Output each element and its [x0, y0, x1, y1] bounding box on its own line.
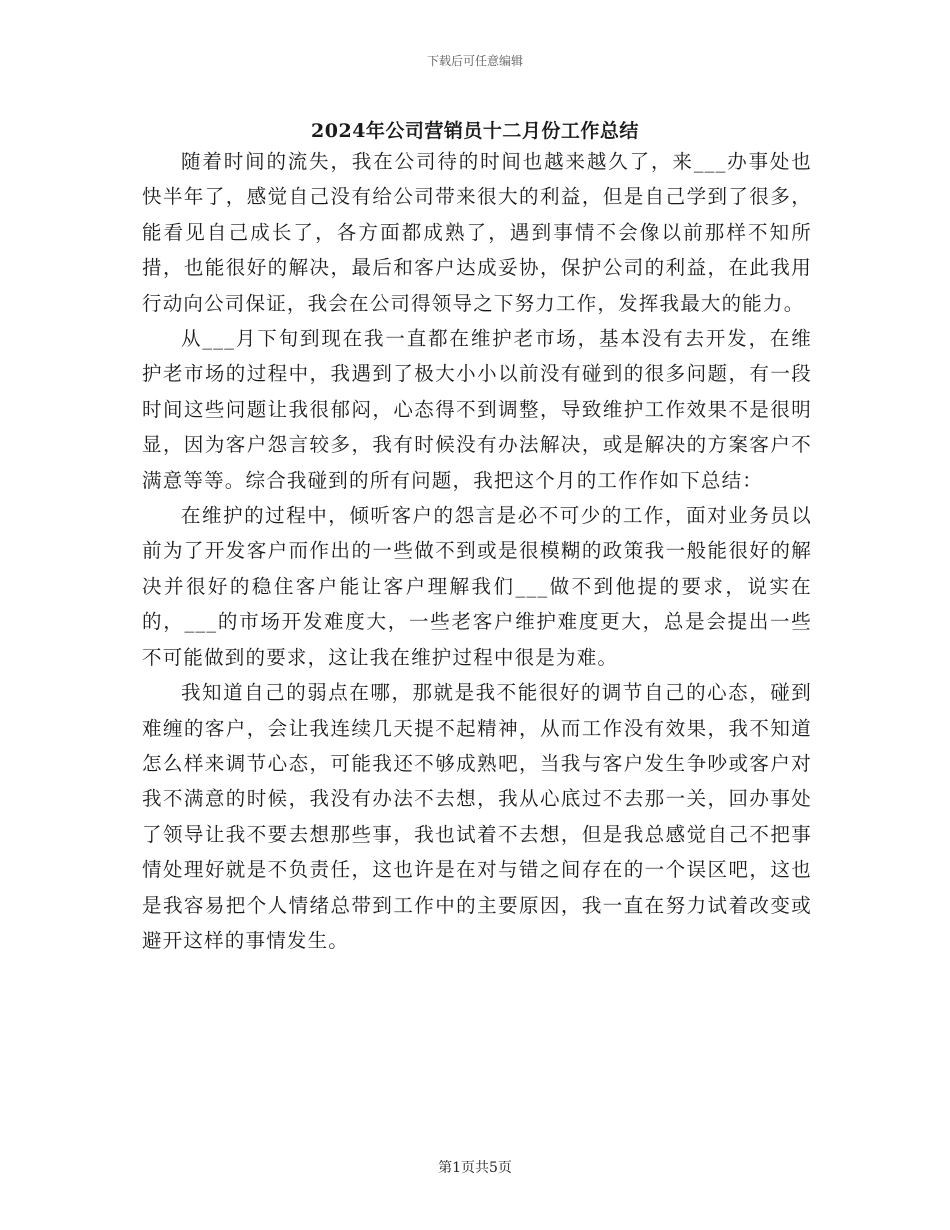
paragraph-3: 在维护的过程中，倾听客户的怨言是必不可少的工作，面对业务员以前为了开发客户而作出的一些做不到或是很模糊的政策我一般能很好的解决并很好的稳住客户能让客户理解我们___做不到他提的要求，说实在的，___的市场开发难度大，一些老客户维护难度更大，总是会提出一些不可能做到的要求，这让我在维护过程中很是为难。	[142, 504, 812, 669]
paragraph-4: 我知道自己的弱点在哪，那就是我不能很好的调节自己的心态，碰到难缠的客户，会让我连续几天提不起精神，从而工作没有效果，我不知道怎么样来调节心态，可能我还不够成熟吧，当我与客户发生争吵或客户对我不满意的时候，我没有办法不去想，我从心底过不去那一关，回办事处了领导让我不要去想那些事，我也试着不去想，但是我总感觉自己不把事情处理好就是不负责任，这也许是在对与错之间存在的一个误区吧，这也是我容易把个人情绪总带到工作中的主要原因，我一直在努力试着改变或避开这样的事情发生。	[142, 681, 812, 952]
paragraph-1: 随着时间的流失，我在公司待的时间也越来越久了，来___办事处也快半年了，感觉自己没有给公司带来很大的利益，但是自己学到了很多，能看见自己成长了，各方面都成熟了，遇到事情不会像以前那样不知所措，也能很好的解决，最后和客户达成妥协，保护公司的利益，在此我用行动向公司保证，我会在公司得领导之下努力工作，发挥我最大的能力。	[142, 150, 812, 315]
page-header-note: 下载后可任意编辑	[426, 54, 523, 68]
document-title: 2024年公司营销员十二月份工作总结	[311, 120, 639, 142]
document-body	[142, 144, 812, 958]
page-number: 第1页共5页	[438, 1160, 512, 1176]
paragraph-2: 从___月下旬到现在我一直都在维护老市场，基本没有去开发，在维护老市场的过程中，我遇到了极大小小以前没有碰到的很多问题，有一段时间这些问题让我很郁闷，心态得不到调整，导致维护工作效果不是很明显，因为客户怨言较多，我有时候没有办法解决，或是解决的方案客户不满意等等。综合我碰到的所有问题，我把这个月的工作作如下总结：	[142, 327, 812, 492]
